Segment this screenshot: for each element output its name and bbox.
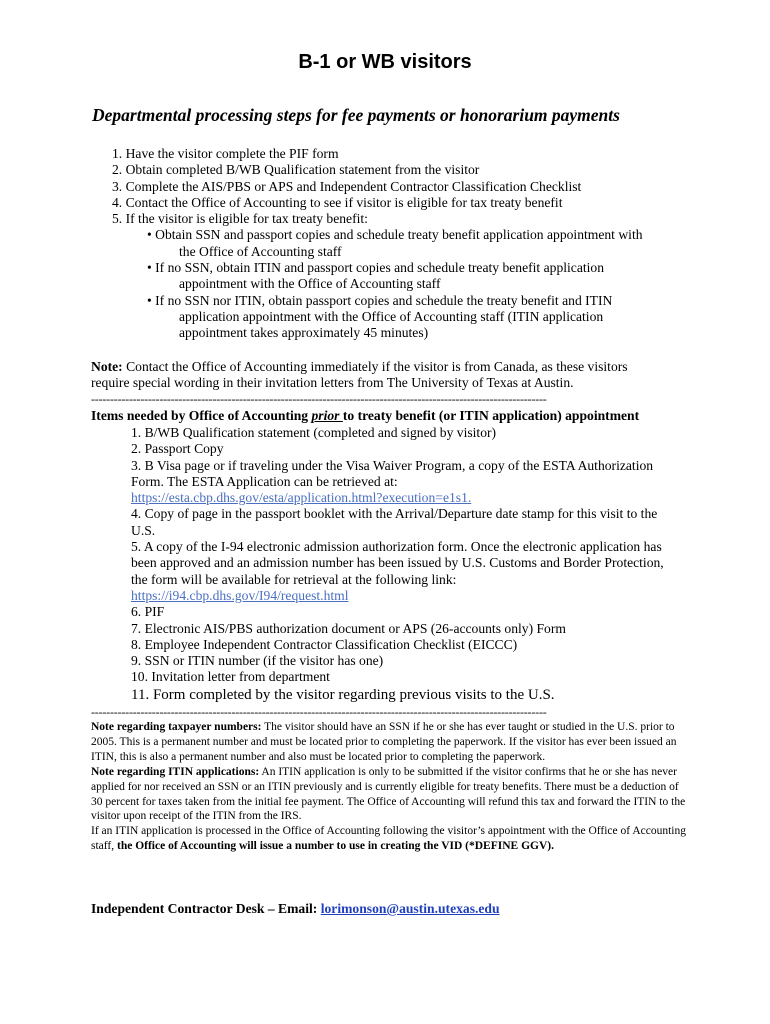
note-label: Note: [91,359,123,374]
bullet-item: • Obtain SSN and passport copies and schedule treaty benefit application appointment with the Office of Accounting staff [147,227,643,259]
list-item: 2. Passport Copy [131,441,224,457]
additional-notes [91,720,691,854]
list-item: 10. Invitation letter from department [131,669,330,685]
page-subtitle: Departmental processing steps for fee payments or honorarium payments [92,105,620,125]
list-item: 9. SSN or ITIN number (if the visitor has one) [131,653,384,669]
contact-label: Independent Contractor Desk – Email: [91,901,321,916]
list-item: 4. Copy of page in the passport booklet with the Arrival/Departure date stamp for this visit to the U.S. [131,506,658,538]
list-item: 11. Form completed by the visitor regarding previous visits to the U.S. [131,686,555,703]
step-item: 2. Obtain completed B/WB Qualification statement from the visitor [112,162,480,178]
i94-request-link[interactable]: https://i94.cbp.dhs.gov/I94/request.html [131,587,349,603]
divider-line: ------------------------------------------------------------------------------------------------------------------------ [91,393,547,405]
esta-application-link[interactable]: https://esta.cbp.dhs.gov/esta/application.html?execution=e1s1. [131,490,472,506]
divider-line: ------------------------------------------------------------------------------------------------------------------------ [91,706,547,718]
list-item: 8. Employee Independent Contractor Classification Checklist (EICCC) [131,636,518,652]
bullet-item: • If no SSN nor ITIN, obtain passport copies and schedule the treaty benefit and ITIN application appointment with the Office of Accounting staff (ITIN application appointment takes approximately 45 minutes) [147,292,613,341]
contact-email-link[interactable]: lorimonson@austin.utexas.edu [320,901,500,916]
list-item: 3. B Visa page or if traveling under the Visa Waiver Program, a copy of the ESTA Authorization Form. The ESTA Application can be retrieved at: [131,457,654,489]
taxpayer-note: Note regarding taxpayer numbers: The visitor should have an SSN if he or she has ever taught or studied in the U.S. prior to 2005. This is a permanent number and must be located prior to completing the paperwork. If the visitor has ever been issued an ITIN, this is also a permanent number and also must be located prior to completing the paperwork. [91,721,677,763]
list-item: 1. B/WB Qualification statement (completed and signed by visitor) [131,425,497,440]
prior-emphasis: prior [311,408,343,423]
items-heading: Items needed by Office of Accounting prior to treaty benefit (or ITIN application) appointment [91,408,640,423]
canada-note [91,359,651,392]
list-item: 6. PIF [131,604,165,620]
list-item: 7. Electronic AIS/PBS authorization document or APS (26-accounts only) Form [131,620,566,636]
note-text: Contact the Office of Accounting immediately if the visitor is from Canada, as these visitors require special wording in their invitation letters from The University of Texas at Austin. [91,359,628,391]
page-title: B-1 or WB visitors [298,51,472,73]
list-item: 5. A copy of the I-94 electronic admission authorization form. Once the electronic application has been approved and an admission number has been issued by U.S. Customs and Border Protection, the form will be available for retrieval at the following link: [131,539,664,587]
processing-steps-list [112,146,665,342]
step-item: 1. Have the visitor complete the PIF form [112,146,339,161]
step-item: 3. Complete the AIS/PBS or APS and Independent Contractor Classification Checklist [112,178,582,194]
step-item: 4. Contact the Office of Accounting to see if visitor is eligible for tax treaty benefit [112,194,563,210]
itin-note: Note regarding ITIN applications: An ITIN application is only to be submitted if the visitor confirms that he or she has never applied for nor received an SSN or an ITIN previously and is currently eligible for treaty benefits. There must be a deduction of 30 percent for taxes taken from the initial fee payment. The Office of Accounting will refund this tax and forward the ITIN to the visitor upon receipt of the ITIN from the IRS. [91,765,686,823]
step-item: 5. If the visitor is eligible for tax treaty benefit: [112,211,368,227]
vid-note: If an ITIN application is processed in the Office of Accounting following the visitor’s appointment with the Office of Accounting staff, the Office of Accounting will issue a number to use in creating the VID (*DEFINE GGV). [91,825,686,853]
required-items-list [131,425,683,705]
contact-footer [91,901,500,917]
bullet-item: • If no SSN, obtain ITIN and passport copies and schedule treaty benefit application appointment with the Office of Accounting staff [147,260,605,292]
